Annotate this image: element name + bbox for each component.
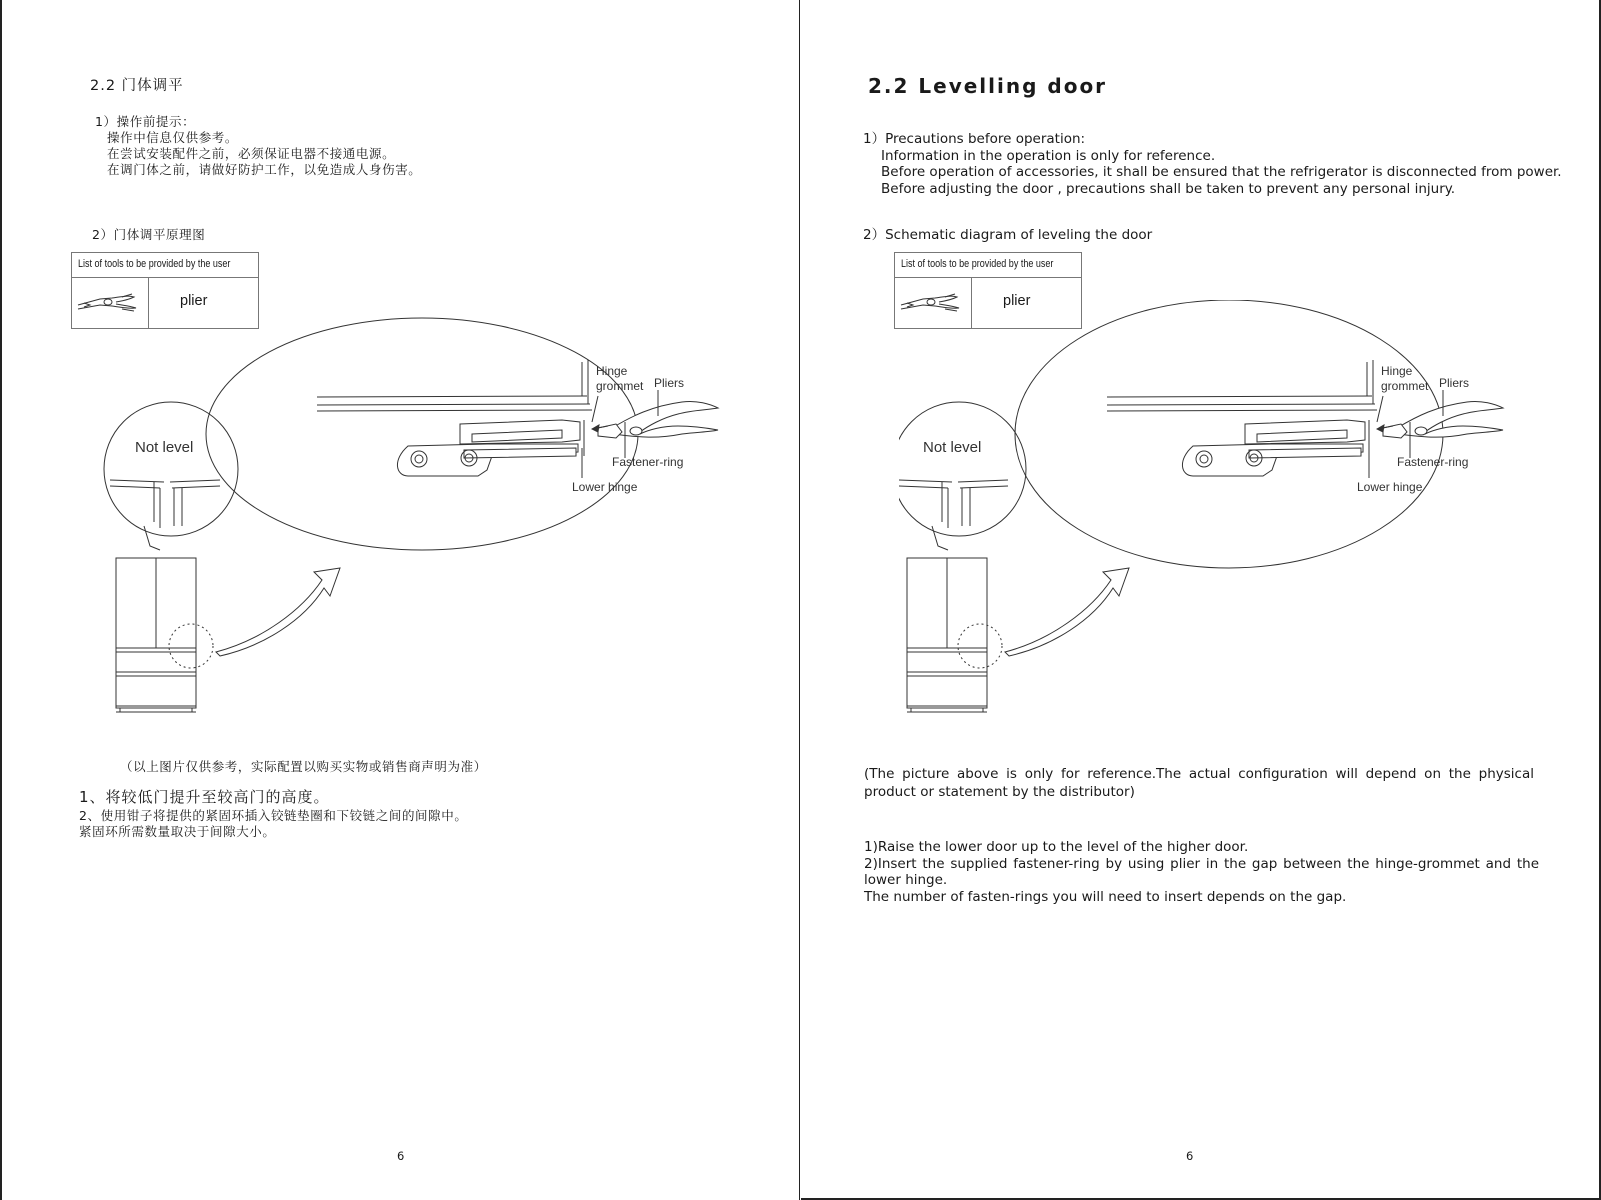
- reference-note-cn: （以上图片仅供参考，实际配置以购买实物或销售商声明为准）: [120, 759, 487, 774]
- precautions-section-en: [863, 131, 1562, 197]
- step3-cn: 紧固环所需数量取决于间隙大小。: [79, 824, 276, 839]
- tool-name: plier: [180, 293, 208, 309]
- right-page: [801, 0, 1601, 1200]
- step2-cn: 2、使用钳子将提供的紧固环插入铰链垫圈和下铰链之间的间隙中。: [79, 808, 468, 823]
- misaligned-doors: [110, 480, 220, 528]
- left-page: [0, 0, 800, 1200]
- label-grommet: grommet: [596, 379, 644, 393]
- page-number-left: 6: [397, 1149, 405, 1163]
- step2-en: 2)Insert the supplied fastener-ring by using plier in the gap between the hinge-grommet and the lower hinge.: [864, 855, 1539, 888]
- precaution-line: 操作中信息仅供参考。: [107, 130, 239, 145]
- label-not-level: Not level: [923, 439, 982, 456]
- steps-en: [864, 839, 1539, 905]
- zoom-arrow: [216, 568, 340, 656]
- hinge-assembly: [397, 420, 584, 476]
- precaution-line: Information in the operation is only for reference.: [881, 147, 1216, 164]
- precaution-line: 在尝试安装配件之前，必须保证电器不接通电源。: [107, 146, 396, 161]
- label-pliers: Pliers: [1439, 376, 1470, 390]
- precaution-line: Before operation of accessories, it shall be ensured that the refrigerator is disconnected from power.: [881, 164, 1562, 180]
- diagram-heading-en: 2）Schematic diagram of leveling the door: [863, 227, 1153, 243]
- not-level-circle: [104, 402, 238, 536]
- tools-table-header: List of tools to be provided by the user: [895, 253, 1081, 278]
- label-pliers: Pliers: [654, 376, 685, 390]
- page-number-right: 6: [1186, 1149, 1194, 1163]
- cabinet-edge-lines: [1107, 360, 1377, 411]
- label-fastener-ring: Fastener-ring: [612, 455, 684, 469]
- precautions-heading: 1）操作前提示：: [95, 114, 196, 129]
- fridge-icon: [907, 558, 987, 712]
- step3-en: The number of fasten-rings you will need to insert depends on the gap.: [864, 888, 1347, 905]
- fridge-icon: [116, 558, 196, 712]
- zoom-arrow: [1005, 568, 1129, 656]
- label-fastener-ring: Fastener-ring: [1397, 455, 1469, 469]
- pointer-line: [932, 526, 948, 550]
- label-grommet: grommet: [1381, 379, 1429, 393]
- door-levelling-diagram: [92, 310, 772, 730]
- precaution-line: 在调门体之前，请做好防护工作，以免造成人身伤害。: [107, 162, 422, 177]
- label-lower-hinge: Lower hinge: [572, 480, 638, 494]
- door-levelling-diagram: [899, 300, 1589, 730]
- hinge-assembly: [1182, 420, 1369, 476]
- label-hinge: Hinge: [1381, 364, 1413, 378]
- label-lower-hinge: Lower hinge: [1357, 480, 1423, 494]
- precautions-section-cn: [95, 114, 421, 178]
- precaution-line: Before adjusting the door , precautions shall be taken to prevent any personal injury.: [881, 180, 1456, 197]
- tools-table-header: List of tools to be provided by the user: [72, 253, 258, 278]
- page-title-en: 2.2 Levelling door: [868, 74, 1108, 98]
- page-title-cn: 2.2 门体调平: [90, 78, 184, 94]
- cabinet-edge-lines: [317, 360, 592, 411]
- tool-name: plier: [1003, 293, 1031, 309]
- precautions-heading: 1）Precautions before operation:: [863, 131, 1086, 147]
- diagram-heading-cn: 2）门体调平原理图: [92, 227, 206, 242]
- misaligned-doors: [899, 480, 1008, 528]
- step1-en: 1)Raise the lower door up to the level of the higher door.: [864, 839, 1249, 855]
- hinge-detail-ellipse: [1015, 300, 1443, 568]
- reference-note-en: (The picture above is only for reference.The actual configuration will depend on the physical product or statement by the distributor): [864, 766, 1534, 800]
- label-hinge: Hinge: [596, 364, 628, 378]
- label-not-level: Not level: [135, 439, 194, 456]
- step1-cn: 1、将较低门提升至较高门的高度。: [79, 788, 330, 806]
- pointer-line: [144, 526, 160, 550]
